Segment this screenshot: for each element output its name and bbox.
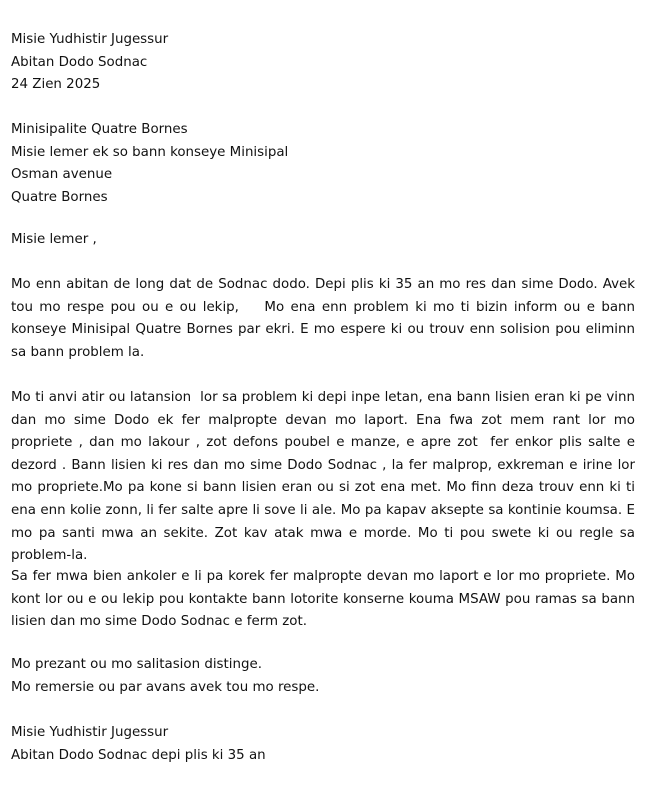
sender-address: Abitan Dodo Sodnac xyxy=(11,54,148,70)
letter-date: 24 Zien 2025 xyxy=(11,77,101,92)
recipient-line-1: Minisipalite Quatre Bornes xyxy=(11,122,188,137)
body-paragraph-3: Sa fer mwa bien ankoler e li pa korek fer malpropte devan mo laport e lor mo propriete. Mo kont lor ou e ou lekip pou kontakte bann lotorite konserne kouma MSAW pou ramas sa bann lisien dan mo sime Dodo Sodnac e ferm zot. xyxy=(11,569,640,630)
salutation: Misie lemer , xyxy=(11,232,97,247)
closing-block xyxy=(11,654,635,699)
recipient-line-3: Osman avenue xyxy=(11,167,113,182)
recipient-line-4: Quatre Bornes xyxy=(11,189,108,205)
signature-detail: Abitan Dodo Sodnac depi plis ki 35 an xyxy=(11,747,266,763)
recipient-line-2: Misie lemer ek so bann konseye Minisipal xyxy=(11,144,289,160)
body-paragraph-2: Mo ti anvi atir ou latansion lor sa problem ki depi inpe letan, ena bann lisien eran ki pe vinn dan mo sime Dodo ek fer malpropte devan mo laport. Ena fwa zot mem rant lor mo propriete , dan mo lakour , zot defons poubel e manze, e apre zot fer enkor plis salte e dezord . Bann lisien ki res dan mo sime Dodo Sodnac , la fer malprop, exkreman e irine lor mo propriete.Mo pa kone si bann lisien eran ou si zot ena met. Mo finn deza trouv enn ki ti ena enn kolie zonn, li fer salte apre li sove li ale. Mo pa kapav aksepte sa kontinie koumsa. E mo pa santi mwa an sekite. Zot kav atak mwa e morde. Mo ti pou swete ki ou regle sa problem-la. xyxy=(11,390,640,564)
sender-name: Misie Yudhistir Jugessur xyxy=(11,32,169,47)
sender-block xyxy=(11,29,635,97)
closing-line-2: Mo remersie ou par avans avek tou mo respe. xyxy=(11,679,320,695)
body-paragraph-1: Mo enn abitan de long dat de Sodnac dodo. Depi plis ki 35 an mo res dan sime Dodo. Avek tou mo respe pou ou e ou lekip, Mo ena enn problem ki mo ti bizin inform ou e bann konseye Minisipal Quatre Bornes par ekri. E mo espere ki ou trouv enn solision pou eliminn sa bann problem la. xyxy=(11,277,640,360)
recipient-block xyxy=(11,119,635,209)
signature-block xyxy=(11,722,635,767)
salutation-block xyxy=(11,229,635,252)
signature-name: Misie Yudhistir Jugessur xyxy=(11,725,169,740)
closing-line-1: Mo prezant ou mo salitasion distinge. xyxy=(11,657,262,672)
